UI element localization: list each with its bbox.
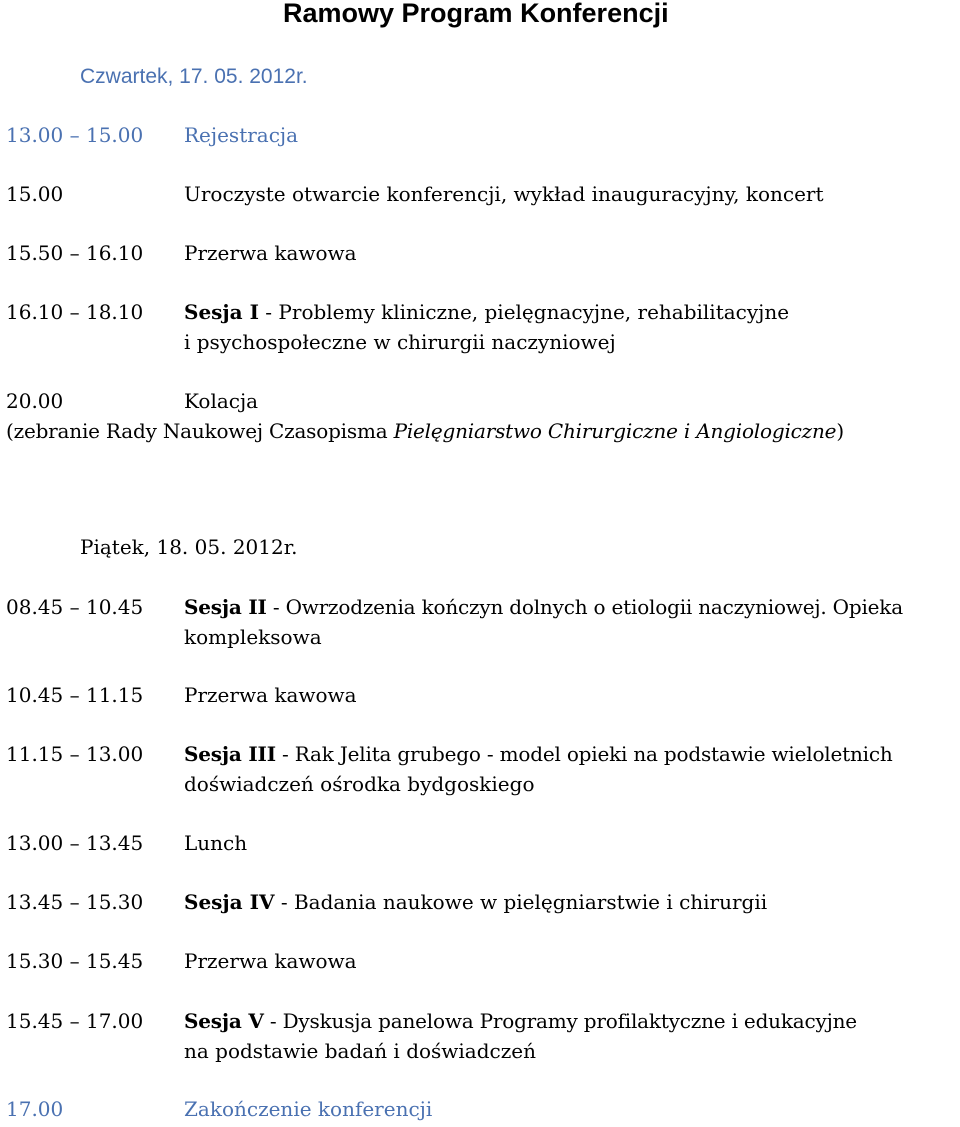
entry-time: 15.50 – 16.10 — [6, 241, 144, 265]
session-topic: - Rak Jelita grubego - model opieki na podstawie wieloletnich — [275, 742, 893, 766]
entry-description — [184, 887, 960, 917]
entry-description: Rejestracja — [184, 123, 299, 147]
entry-time: 10.45 – 11.15 — [6, 683, 144, 707]
entry-time: 15.30 – 15.45 — [6, 949, 144, 973]
entry-time: 13.00 – 15.00 — [6, 123, 144, 147]
entry-description-line1 — [184, 592, 960, 622]
session-topic: - Problemy kliniczne, pielęgnacyjne, rehabilitacyjne — [258, 300, 790, 324]
entry-description-line2: na podstawie badań i doświadczeń — [184, 1039, 536, 1063]
entry-time: 15.45 – 17.00 — [6, 1009, 144, 1033]
day2-heading: Piątek, 18. 05. 2012r. — [80, 535, 298, 559]
dinner-note — [6, 416, 844, 446]
entry-description: Przerwa kawowa — [184, 949, 357, 973]
day1-heading: Czwartek, 17. 05. 2012r. — [80, 65, 308, 88]
entry-description — [184, 739, 960, 799]
schedule-entry — [6, 179, 960, 209]
schedule-entry — [6, 739, 960, 799]
schedule-entry — [6, 887, 960, 917]
schedule-entry — [6, 680, 960, 710]
schedule-entry — [6, 1094, 960, 1124]
session-label: Sesja IV — [184, 890, 275, 914]
note-suffix: ) — [836, 419, 844, 443]
entry-description-line2: i psychospołeczne w chirurgii naczyniowej — [184, 330, 616, 354]
schedule-entry — [6, 120, 960, 150]
schedule-entry — [6, 592, 960, 652]
schedule-entry — [6, 297, 960, 357]
entry-time: 11.15 – 13.00 — [6, 742, 144, 766]
schedule-entry — [6, 946, 960, 976]
entry-description — [184, 297, 960, 357]
entry-description-line1 — [184, 739, 960, 769]
session-topic: - Owrzodzenia kończyn dolnych o etiologii naczyniowej. Opieka — [266, 595, 903, 619]
schedule-entry — [6, 238, 960, 268]
entry-description: Zakończenie konferencji — [184, 1097, 433, 1121]
entry-description: Kolacja — [184, 389, 259, 413]
entry-description-line2: kompleksowa — [184, 625, 322, 649]
note-prefix: (zebranie Rady Naukowej Czasopisma — [6, 419, 394, 443]
entry-time: 13.45 – 15.30 — [6, 890, 144, 914]
schedule-entry — [6, 386, 960, 416]
entry-description: Przerwa kawowa — [184, 683, 357, 707]
entry-time: 17.00 — [6, 1097, 64, 1121]
schedule-entry — [6, 828, 960, 858]
entry-time: 20.00 — [6, 389, 64, 413]
entry-time: 13.00 – 13.45 — [6, 831, 144, 855]
session-label: Sesja V — [184, 1009, 264, 1033]
session-topic: - Badania naukowe w pielęgniarstwie i chirurgii — [274, 890, 768, 914]
entry-description: Przerwa kawowa — [184, 241, 357, 265]
entry-description — [184, 592, 960, 652]
session-label: Sesja III — [184, 742, 276, 766]
session-label: Sesja I — [184, 300, 259, 324]
entry-time: 08.45 – 10.45 — [6, 595, 144, 619]
entry-description-line1 — [184, 887, 960, 917]
entry-description: Lunch — [184, 831, 248, 855]
entry-description-line2: doświadczeń ośrodka bydgoskiego — [184, 772, 535, 796]
entry-description-line1 — [184, 1006, 960, 1036]
schedule-entry — [6, 1006, 960, 1066]
session-topic: - Dyskusja panelowa Programy profilaktyczne i edukacyjne — [263, 1009, 857, 1033]
entry-description — [184, 1006, 960, 1066]
page-title: Ramowy Program Konferencji — [283, 0, 669, 28]
entry-description-line1 — [184, 297, 960, 327]
journal-name: Pielęgniarstwo Chirurgiczne i Angiologiczne — [393, 419, 837, 443]
entry-time: 16.10 – 18.10 — [6, 300, 144, 324]
entry-description: Uroczyste otwarcie konferencji, wykład inauguracyjny, koncert — [184, 182, 824, 206]
entry-time: 15.00 — [6, 182, 64, 206]
session-label: Sesja II — [184, 595, 267, 619]
